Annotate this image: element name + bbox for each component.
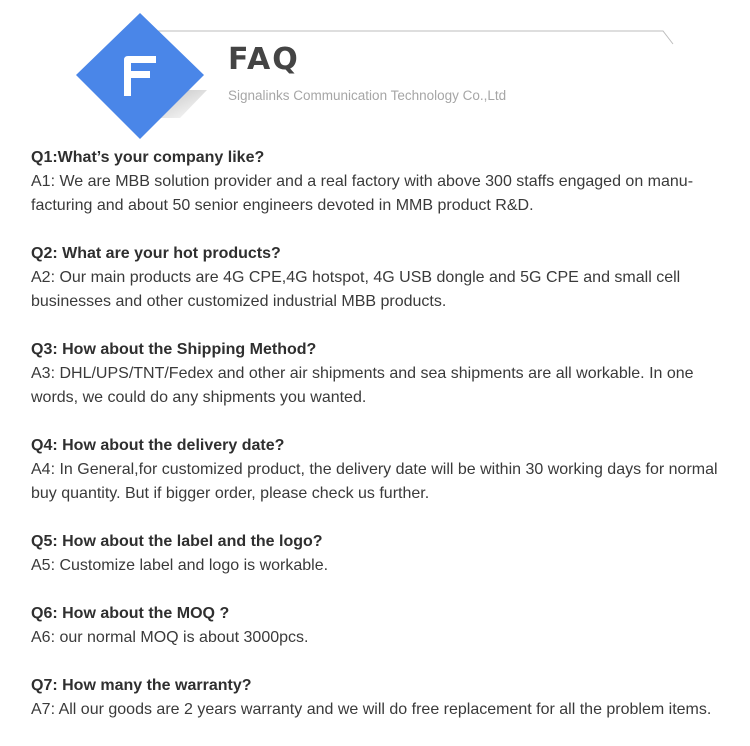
faq-item-5	[31, 530, 731, 578]
faq-answer: A4: In General,for customized product, the delivery date will be within 30 working days for normal buy quantity. But if bigger order, please check us further.	[31, 461, 718, 502]
faq-answer: A7: All our goods are 2 years warranty and we will do free replacement for all the problem items.	[31, 701, 712, 718]
faq-question: Q1:What’s your company like?	[31, 149, 265, 166]
faq-answer: A2: Our main products are 4G CPE,4G hotspot, 4G USB dongle and 5G CPE and small cell businesses and other customized industrial MBB products.	[31, 269, 681, 310]
header-graphic	[0, 0, 750, 140]
faq-item-7	[31, 674, 731, 722]
faq-question: Q3: How about the Shipping Method?	[31, 341, 317, 358]
faq-question: Q4: How about the delivery date?	[31, 437, 285, 454]
faq-answer: A3: DHL/UPS/TNT/Fedex and other air shipments and sea shipments are all workable. In one words, we could do any shipments you wanted.	[31, 365, 694, 406]
faq-header	[0, 0, 750, 140]
company-name: Signalinks Communication Technology Co.,Ltd	[228, 88, 507, 103]
faq-answer: A1: We are MBB solution provider and a real factory with above 300 staffs engaged on manu-facturing and about 50 senior engineers devoted in MMB product R&D.	[31, 173, 694, 214]
faq-question: Q5: How about the label and the logo?	[31, 533, 323, 550]
page-title: FAQ	[228, 42, 300, 77]
faq-question: Q7: How many the warranty?	[31, 677, 252, 694]
faq-answer: A6: our normal MOQ is about 3000pcs.	[31, 629, 309, 646]
faq-item-4	[31, 434, 731, 506]
faq-item-2	[31, 242, 731, 314]
faq-question: Q2: What are your hot products?	[31, 245, 281, 262]
faq-item-3	[31, 338, 731, 410]
faq-answer: A5: Customize label and logo is workable.	[31, 557, 329, 574]
faq-item-6	[31, 602, 731, 650]
faq-question: Q6: How about the MOQ ?	[31, 605, 230, 622]
faq-list	[31, 146, 731, 746]
faq-item-1	[31, 146, 731, 218]
